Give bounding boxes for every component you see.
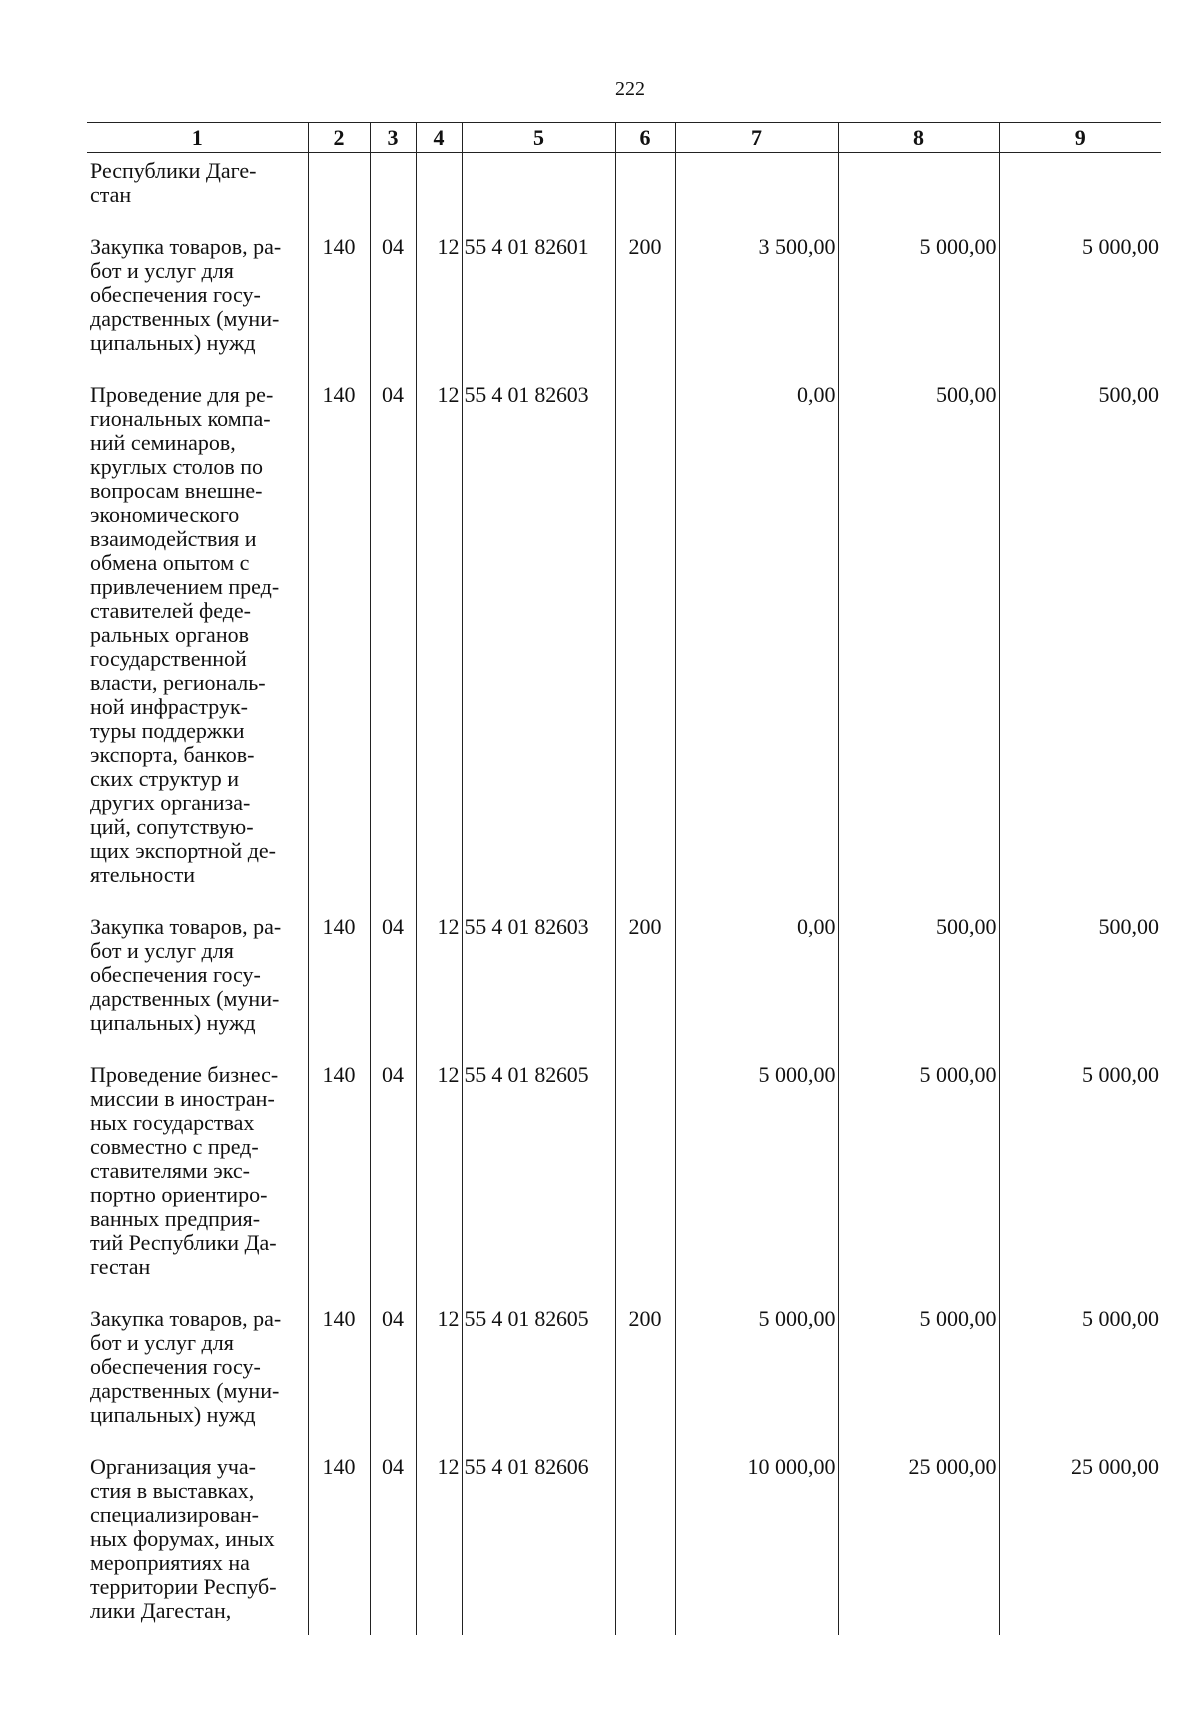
amount-year-2 — [838, 153, 999, 230]
description-line: стан — [90, 182, 132, 207]
description-line: Организация уча- — [90, 1454, 256, 1479]
amount-year-1: 10 000,00 — [675, 1449, 838, 1635]
subsection-code: 12 — [416, 1449, 462, 1635]
description-line: тий Республики Да- — [90, 1230, 277, 1255]
description-line: дарственных (муни- — [90, 306, 280, 331]
table-row — [87, 1057, 1161, 1301]
budget-table — [87, 122, 1161, 1635]
target-article-code: 55 4 01 82606 — [462, 1449, 615, 1635]
target-article-code: 55 4 01 82605 — [462, 1301, 615, 1449]
row-description — [87, 1449, 308, 1635]
description-line: Закупка товаров, ра- — [90, 914, 282, 939]
column-header: 7 — [675, 123, 838, 153]
column-header: 6 — [615, 123, 675, 153]
description-line: Закупка товаров, ра- — [90, 1306, 282, 1331]
section-code: 04 — [370, 1057, 416, 1301]
expense-type-code: 200 — [615, 909, 675, 1057]
description-line: власти, региональ- — [90, 670, 266, 695]
description-line: ных форумах, иных — [90, 1526, 275, 1551]
ministry-code — [308, 153, 370, 230]
subsection-code: 12 — [416, 1301, 462, 1449]
ministry-code: 140 — [308, 377, 370, 909]
expense-type-code — [615, 377, 675, 909]
ministry-code: 140 — [308, 1301, 370, 1449]
table-row — [87, 1449, 1161, 1635]
description-line: привлечением пред- — [90, 574, 280, 599]
description-line: круглых столов по — [90, 454, 264, 479]
column-header: 5 — [462, 123, 615, 153]
description-line: обеспечения госу- — [90, 962, 261, 987]
row-description — [87, 229, 308, 377]
target-article-code — [462, 153, 615, 230]
target-article-code: 55 4 01 82603 — [462, 377, 615, 909]
expense-type-code: 200 — [615, 1301, 675, 1449]
amount-year-3: 25 000,00 — [999, 1449, 1161, 1635]
description-line: обмена опытом с — [90, 550, 250, 575]
table-row — [87, 377, 1161, 909]
amount-year-2: 5 000,00 — [838, 1301, 999, 1449]
description-line: обеспечения госу- — [90, 282, 261, 307]
page-number: 222 — [615, 78, 645, 100]
subsection-code — [416, 153, 462, 230]
description-line: территории Респуб- — [90, 1574, 277, 1599]
amount-year-3: 5 000,00 — [999, 1301, 1161, 1449]
expense-type-code: 200 — [615, 229, 675, 377]
description-line: Проведение для ре- — [90, 382, 274, 407]
description-line: ских структур и — [90, 766, 240, 791]
section-code — [370, 153, 416, 230]
amount-year-2: 500,00 — [838, 909, 999, 1057]
amount-year-2: 5 000,00 — [838, 229, 999, 377]
amount-year-1 — [675, 153, 838, 230]
description-line: ставителей феде- — [90, 598, 251, 623]
subsection-code: 12 — [416, 377, 462, 909]
description-line: ципальных) нужд — [90, 1010, 256, 1035]
description-line: туры поддержки — [90, 718, 245, 743]
description-line: обеспечения госу- — [90, 1354, 261, 1379]
target-article-code: 55 4 01 82605 — [462, 1057, 615, 1301]
description-line: взаимодействия и — [90, 526, 257, 551]
amount-year-1: 5 000,00 — [675, 1301, 838, 1449]
description-line: специализирован- — [90, 1502, 259, 1527]
description-line: стия в выставках, — [90, 1478, 255, 1503]
table-row — [87, 229, 1161, 377]
description-line: ральных органов — [90, 622, 249, 647]
column-header: 1 — [87, 123, 308, 153]
description-line: Закупка товаров, ра- — [90, 234, 282, 259]
amount-year-1: 3 500,00 — [675, 229, 838, 377]
description-line: государственной — [90, 646, 247, 671]
description-line: Проведение бизнес- — [90, 1062, 279, 1087]
subsection-code: 12 — [416, 1057, 462, 1301]
ministry-code: 140 — [308, 1057, 370, 1301]
amount-year-3 — [999, 153, 1161, 230]
description-line: ванных предприя- — [90, 1206, 261, 1231]
ministry-code: 140 — [308, 1449, 370, 1635]
table-row — [87, 1301, 1161, 1449]
description-line: дарственных (муни- — [90, 1378, 280, 1403]
table-header-row — [87, 123, 1161, 153]
target-article-code: 55 4 01 82603 — [462, 909, 615, 1057]
description-line: ципальных) нужд — [90, 330, 256, 355]
row-description — [87, 377, 308, 909]
amount-year-1: 5 000,00 — [675, 1057, 838, 1301]
description-line: ципальных) нужд — [90, 1402, 256, 1427]
column-header: 9 — [999, 123, 1161, 153]
description-line: ятельности — [90, 862, 195, 887]
description-line: ставителями экс- — [90, 1158, 250, 1183]
description-line: бот и услуг для — [90, 938, 234, 963]
description-line: бот и услуг для — [90, 1330, 234, 1355]
column-header: 2 — [308, 123, 370, 153]
description-line: ной инфраструк- — [90, 694, 248, 719]
row-description — [87, 153, 308, 230]
description-line: лики Дагестан, — [90, 1598, 232, 1623]
column-header: 4 — [416, 123, 462, 153]
row-description — [87, 1057, 308, 1301]
amount-year-1: 0,00 — [675, 377, 838, 909]
column-header: 8 — [838, 123, 999, 153]
section-code: 04 — [370, 229, 416, 377]
description-line: гиональных компа- — [90, 406, 271, 431]
table-row — [87, 153, 1161, 230]
description-line: дарственных (муни- — [90, 986, 280, 1011]
column-header: 3 — [370, 123, 416, 153]
description-line: мероприятиях на — [90, 1550, 250, 1575]
subsection-code: 12 — [416, 229, 462, 377]
table-row — [87, 909, 1161, 1057]
description-line: щих экспортной де- — [90, 838, 276, 863]
description-line: бот и услуг для — [90, 258, 234, 283]
description-line: Республики Даге- — [90, 158, 257, 183]
section-code: 04 — [370, 909, 416, 1057]
table-body — [87, 153, 1161, 1636]
amount-year-3: 5 000,00 — [999, 229, 1161, 377]
section-code: 04 — [370, 1449, 416, 1635]
row-description — [87, 909, 308, 1057]
expense-type-code — [615, 1449, 675, 1635]
amount-year-3: 500,00 — [999, 377, 1161, 909]
description-line: вопросам внешне- — [90, 478, 263, 503]
description-line: миссии в иностран- — [90, 1086, 275, 1111]
expense-type-code — [615, 1057, 675, 1301]
row-description — [87, 1301, 308, 1449]
description-line: ний семинаров, — [90, 430, 236, 455]
description-line: совместно с пред- — [90, 1134, 259, 1159]
amount-year-3: 5 000,00 — [999, 1057, 1161, 1301]
description-line: других организа- — [90, 790, 251, 815]
description-line: экспорта, банков- — [90, 742, 255, 767]
expense-type-code — [615, 153, 675, 230]
description-line: ций, сопутствую- — [90, 814, 254, 839]
amount-year-3: 500,00 — [999, 909, 1161, 1057]
amount-year-2: 25 000,00 — [838, 1449, 999, 1635]
subsection-code: 12 — [416, 909, 462, 1057]
amount-year-1: 0,00 — [675, 909, 838, 1057]
amount-year-2: 5 000,00 — [838, 1057, 999, 1301]
ministry-code: 140 — [308, 909, 370, 1057]
section-code: 04 — [370, 377, 416, 909]
section-code: 04 — [370, 1301, 416, 1449]
target-article-code: 55 4 01 82601 — [462, 229, 615, 377]
description-line: гестан — [90, 1254, 151, 1279]
description-line: экономического — [90, 502, 240, 527]
description-line: портно ориентиро- — [90, 1182, 268, 1207]
ministry-code: 140 — [308, 229, 370, 377]
description-line: ных государствах — [90, 1110, 255, 1135]
amount-year-2: 500,00 — [838, 377, 999, 909]
